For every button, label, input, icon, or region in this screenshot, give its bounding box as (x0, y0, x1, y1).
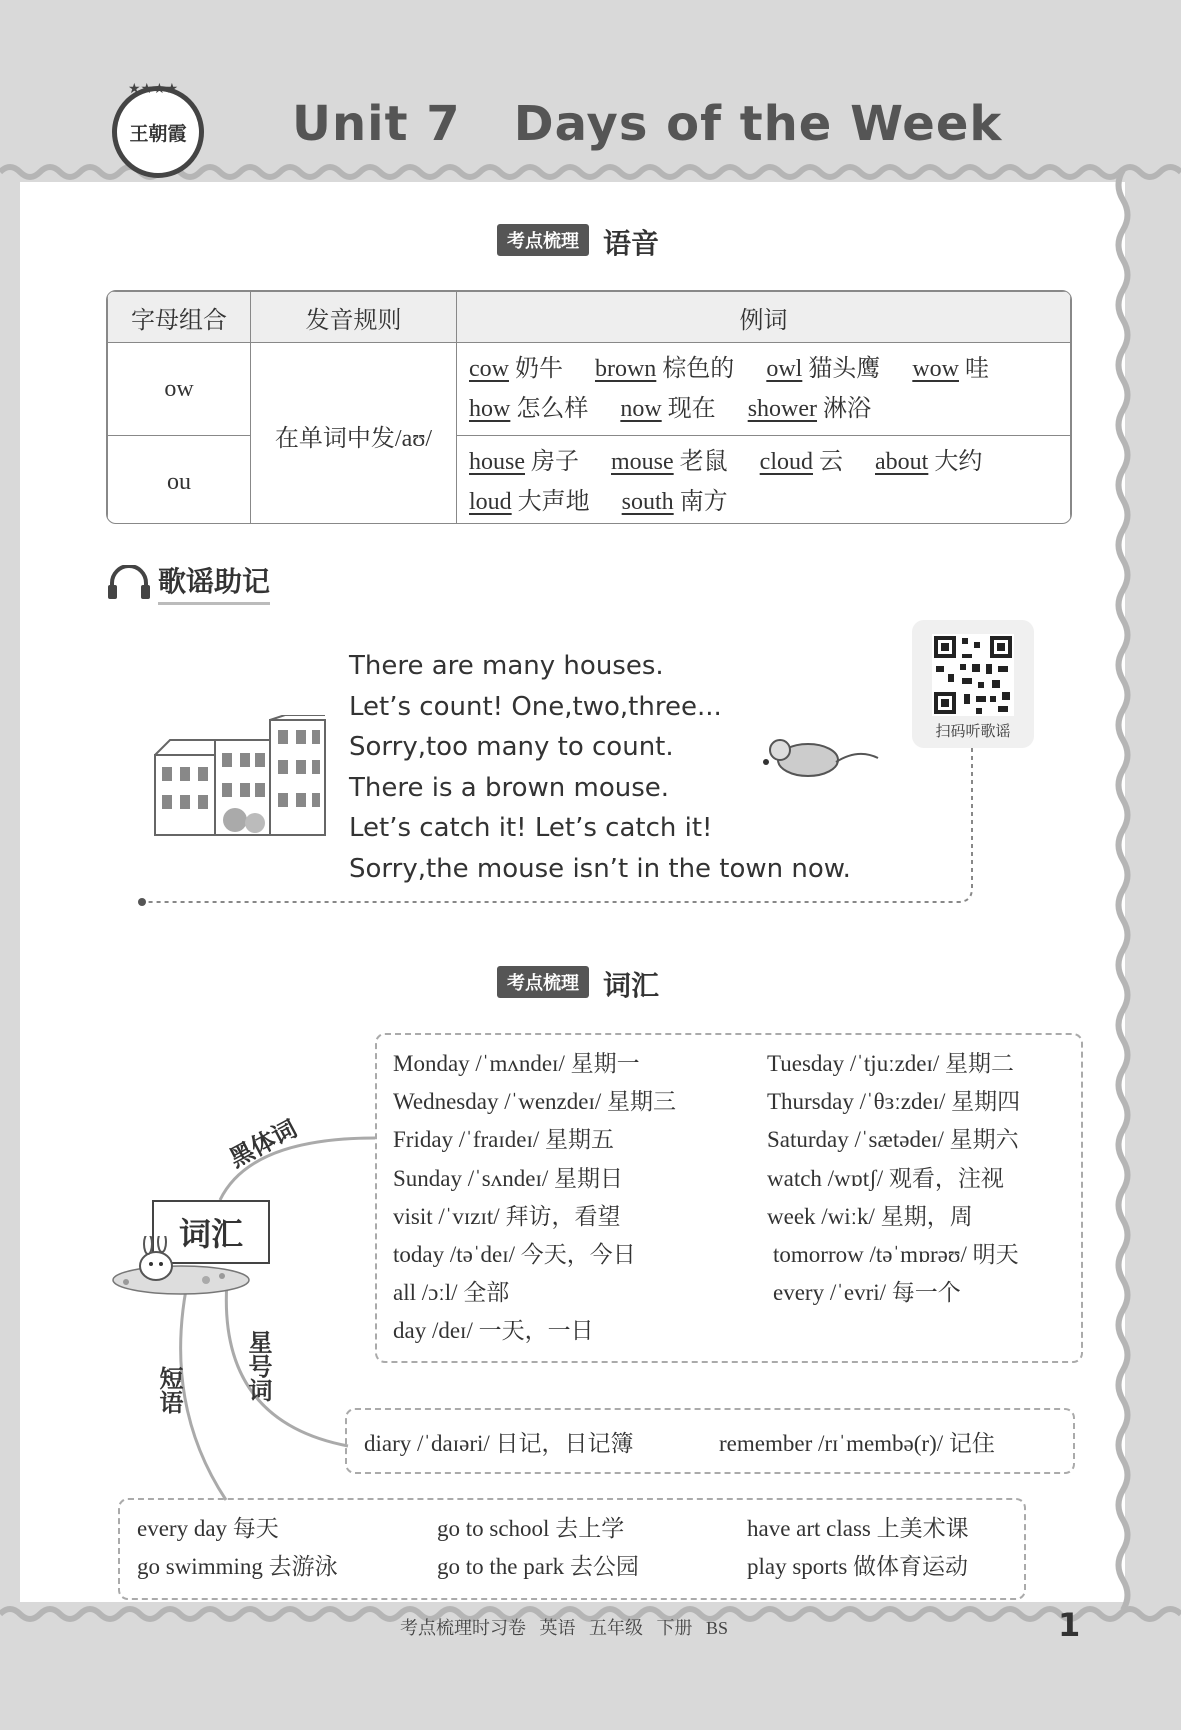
lyric-line: Sorry,the mouse isn’t in the town now. (349, 853, 851, 884)
song-heading-text: 歌谣助记 (158, 560, 270, 605)
phrase-item: every day 每天 (137, 1516, 279, 1541)
pronunciation-section-header (497, 222, 659, 262)
header-examples: 例词 (457, 292, 1071, 343)
branch-phrases: 短语 (155, 1366, 183, 1414)
bold-words-right (767, 1045, 1020, 1312)
phrase-item: go to school 去上学 (437, 1516, 625, 1541)
song-dotted-frame (130, 748, 980, 908)
logo-text: 王朝霞 (129, 122, 187, 145)
lyric-line: Sorry,too many to count. (349, 732, 674, 762)
footer-text: 考点梳理时习卷 英语 五年级 下册 BS (400, 1618, 729, 1638)
phrase-item: go swimming 去游泳 (137, 1554, 338, 1579)
svg-text:★★★★: ★★★★ (128, 81, 179, 96)
examples-ow: cow 奶牛 brown 棕色的 owl 猫头鹰 wow 哇 how 怎么样 now 现在 shower 淋浴 (457, 343, 1071, 436)
phrase-item: go to the park 去公园 (437, 1554, 639, 1579)
header-rule: 发音规则 (251, 292, 457, 343)
vocab-item: visit /ˈvɪzɪt/ 拜访，看望 (393, 1203, 621, 1229)
section-tag: 考点梳理 (497, 224, 589, 256)
vocab-item: Wednesday /ˈwenzdeɪ/ 星期三 (393, 1089, 677, 1115)
publisher-logo (112, 86, 204, 178)
star-word-item: diary /ˈdaɪəri/ 日记，日记簿 (364, 1431, 634, 1456)
branch-star-words: 星号词 (244, 1330, 272, 1402)
vocab-item: Tuesday /ˈtjuːzdeɪ/ 星期二 (767, 1051, 1015, 1076)
lyric-line: There are many houses. (349, 651, 664, 681)
section-title: 语音 (603, 227, 660, 260)
combo-ou: ou (108, 436, 251, 525)
lyric-line: Let’s catch it! Let’s catch it! (349, 813, 713, 843)
vocab-item: Sunday /ˈsʌndeɪ/ 星期日 (393, 1165, 623, 1191)
vocab-item: day /deɪ/ 一天，一日 (393, 1318, 594, 1344)
vocab-item: all /ɔːl/ 全部 (393, 1280, 510, 1306)
unit-title: Unit 7 Days of the Week (292, 96, 1003, 152)
rabbit-illustration (106, 1236, 256, 1298)
vocab-item: Monday /ˈmʌndeɪ/ 星期一 (393, 1051, 640, 1076)
examples-ou: house 房子 mouse 老鼠 cloud 云 about 大约 loud 大声地 south 南方 (457, 436, 1071, 525)
phonics-table (106, 290, 1072, 524)
phrase-item: have art class 上美术课 (747, 1516, 969, 1541)
combo-ow: ow (108, 343, 251, 436)
phrase-item: play sports 做体育运动 (747, 1554, 969, 1579)
right-wavy-border (1112, 170, 1134, 1610)
section-title: 词汇 (603, 969, 660, 1002)
vocab-item: tomorrow /təˈmɒrəʊ/ 明天 (773, 1242, 1019, 1268)
headphones-icon (106, 565, 152, 601)
pronunciation-rule: 在单词中发/aʊ/ (251, 343, 457, 525)
vocab-section-header (497, 964, 659, 1004)
vocab-item: week /wiːk/ 星期，周 (767, 1203, 973, 1229)
lyric-line: There is a brown mouse. (349, 772, 670, 803)
star-word-item: remember /rɪˈmembə(r)/ 记住 (719, 1431, 995, 1456)
page-number: 1 (1058, 1606, 1081, 1644)
bold-words-box (375, 1033, 1083, 1363)
qr-caption: 扫码听歌谣 (935, 722, 1011, 740)
vocab-item: today /təˈdeɪ/ 今天，今日 (393, 1242, 636, 1268)
vocab-item: watch /wɒtʃ/ 观看，注视 (767, 1165, 1004, 1191)
vocab-item: Saturday /ˈsætədeɪ/ 星期六 (767, 1127, 1019, 1153)
vocab-item: every /ˈevri/ 每一个 (773, 1280, 961, 1306)
vocab-center-node: 词汇 (152, 1200, 270, 1264)
song-heading (106, 560, 270, 605)
qr-code-icon[interactable] (932, 634, 1014, 716)
qr-card[interactable] (912, 620, 1034, 748)
bold-words-left (393, 1045, 676, 1351)
lyric-line: Let’s count! One,two,three... (349, 691, 722, 722)
logo-stars-icon (128, 78, 190, 96)
branch-bold-words: 黑体词 (224, 1114, 302, 1173)
vocab-item: Thursday /ˈθɜːzdeɪ/ 星期四 (767, 1089, 1021, 1115)
header-combo: 字母组合 (108, 292, 251, 343)
vocab-item: Friday /ˈfraɪdeɪ/ 星期五 (393, 1127, 615, 1153)
star-words-box (345, 1408, 1075, 1474)
phrases-box (118, 1498, 1026, 1600)
section-tag: 考点梳理 (497, 966, 589, 998)
